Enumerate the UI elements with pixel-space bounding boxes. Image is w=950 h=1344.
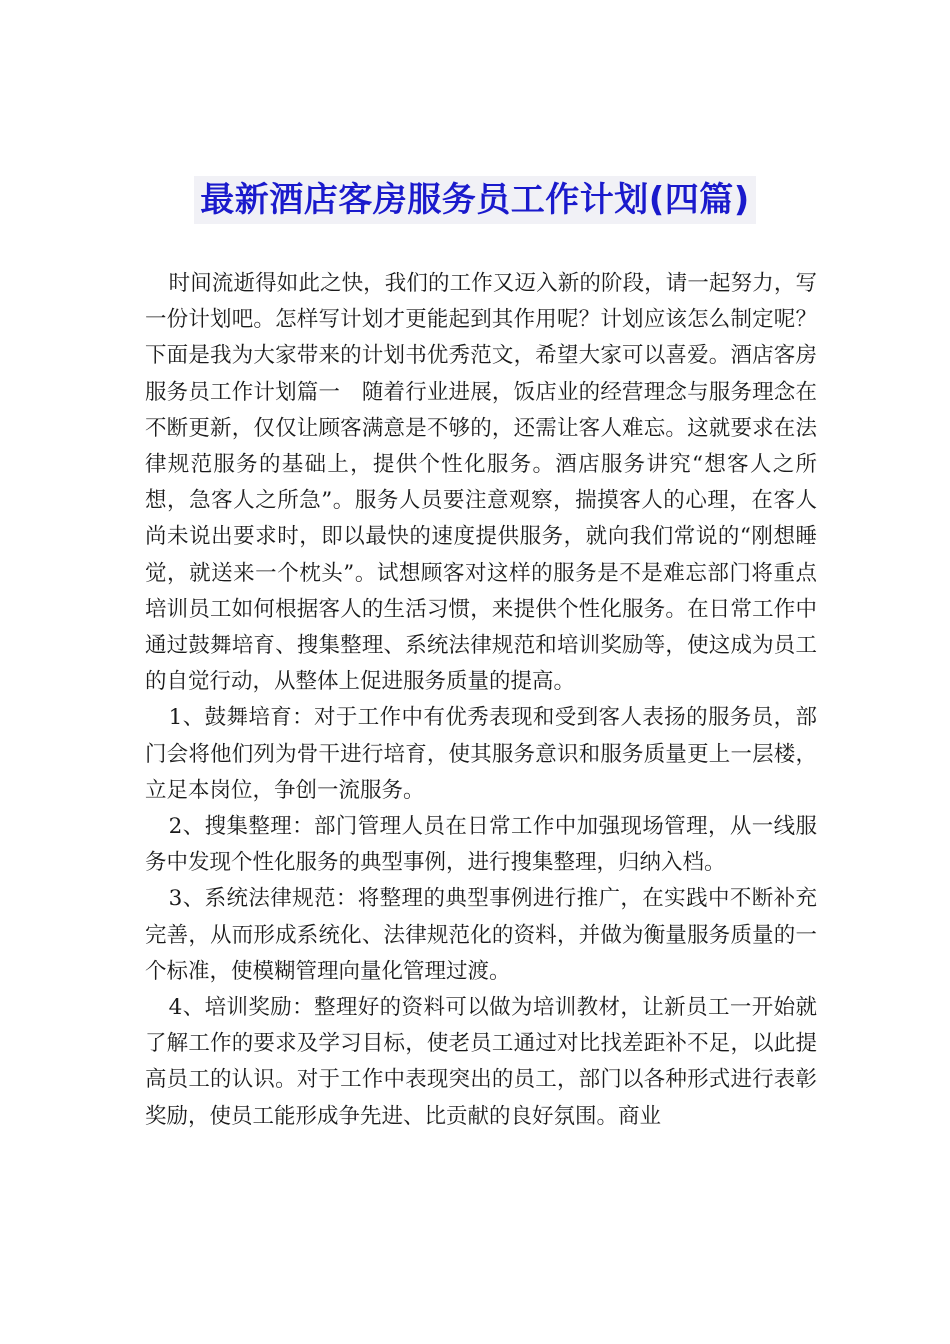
paragraph-item-1: 1、鼓舞培育：对于工作中有优秀表现和受到客人表扬的服务员，部门会将他们列为骨干进行培育，使其服务意识和服务质量更上一层楼，立足本岗位，争创一流服务。 — [145, 705, 817, 803]
document-body — [145, 266, 817, 1135]
paragraph-item-3: 3、系统法律规范：将整理的典型事例进行推广，在实践中不断补充完善，从而形成系统化、法律规范化的资料，并做为衡量服务质量的一个标准，使模糊管理向量化管理过渡。 — [145, 886, 817, 984]
paragraph-item-2: 2、搜集整理：部门管理人员在日常工作中加强现场管理，从一线服务中发现个性化服务的典型事例，进行搜集整理，归纳入档。 — [145, 814, 817, 876]
paragraph-intro: 时间流逝得如此之快，我们的工作又迈入新的阶段，请一起努力，写一份计划吧。怎样写计划才更能起到其作用呢？计划应该怎么制定呢？下面是我为大家带来的计划书优秀范文，希望大家可以喜爱。酒店客房服务员工作计划篇一 随着行业进展，饭店业的经营理念与服务理念在不断更新，仅仅让顾客满意是不够的，还需让客人难忘。这就要求在法律规范服务的基础上，提供个性化服务。酒店服务讲究“想客人之所想，急客人之所急”。服务人员要注意观察，揣摸客人的心理，在客人尚未说出要求时，即以最快的速度提供服务，就向我们常说的“刚想睡觉，就送来一个枕头”。试想顾客对这样的服务是不是难忘部门将重点培训员工如何根据客人的生活习惯，来提供个性化服务。在日常工作中通过鼓舞培育、搜集整理、系统法律规范和培训奖励等，使这成为员工的自觉行动，从整体上促进服务质量的提高。 — [145, 271, 817, 695]
document-title: 最新酒店客房服务员工作计划(四篇) — [194, 176, 756, 224]
paragraph-item-4: 4、培训奖励：整理好的资料可以做为培训教材，让新员工一开始就了解工作的要求及学习目标，使老员工通过对比找差距补不足，以此提高员工的认识。对于工作中表现突出的员工，部门以各种形式进行表彰奖励，使员工能形成争先进、比贡献的良好氛围。商业 — [145, 995, 817, 1129]
title-container — [0, 176, 950, 224]
